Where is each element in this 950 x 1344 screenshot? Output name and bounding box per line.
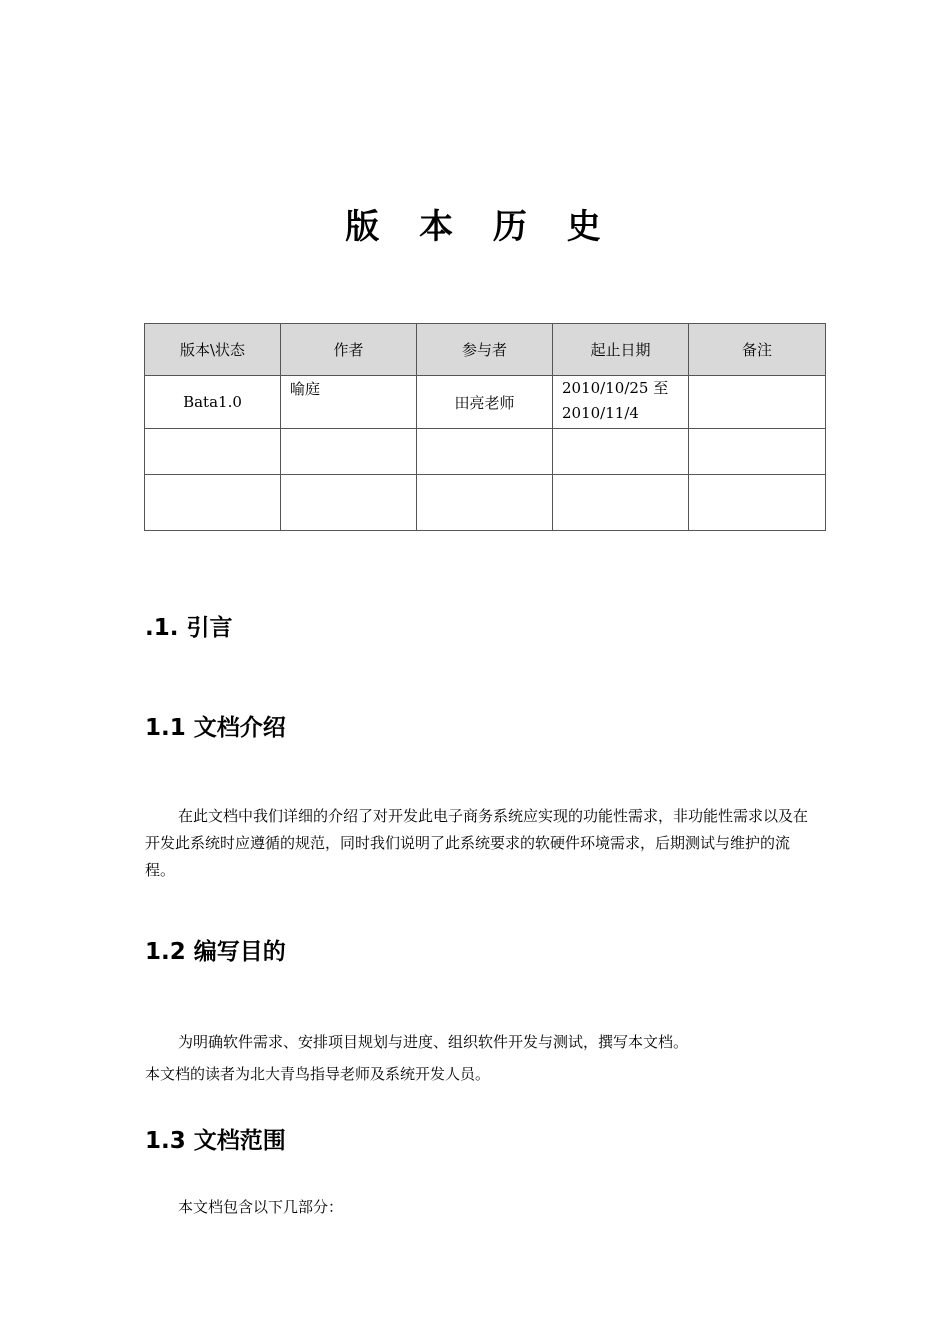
heading-writing-purpose: 1.2 编写目的 xyxy=(145,939,286,965)
version-history-table xyxy=(144,323,826,531)
date-start: 2010/10/25 至 xyxy=(562,379,669,397)
cell-date-range xyxy=(553,475,689,531)
paragraph-writing-purpose: 为明确软件需求、安排项目规划与进度、组织软件开发与测试，撰写本文档。 xyxy=(178,1033,689,1051)
date-end: 2010/11/4 xyxy=(562,404,639,422)
header-version-status: 版本\状态 xyxy=(145,324,281,376)
cell-author xyxy=(281,475,417,531)
cell-version xyxy=(145,475,281,531)
cell-participants xyxy=(417,475,553,531)
cell-date-range xyxy=(553,376,689,429)
header-remarks: 备注 xyxy=(689,324,826,376)
cell-author: 喻庭 xyxy=(281,376,417,429)
cell-date-range xyxy=(553,429,689,475)
table-row xyxy=(145,475,826,531)
header-participants: 参与者 xyxy=(417,324,553,376)
heading-document-scope: 1.3 文档范围 xyxy=(145,1128,286,1154)
cell-participants: 田亮老师 xyxy=(417,376,553,429)
cell-remarks xyxy=(689,376,826,429)
table-row xyxy=(145,376,826,429)
paragraph-document-introduction: 在此文档中我们详细的介绍了对开发此电子商务系统应实现的功能性需求，非功能性需求以及在开发此系统时应遵循的规范，同时我们说明了此系统要求的软硬件环境需求，后期测试与维护的流程。 xyxy=(145,807,809,879)
header-date-range: 起止日期 xyxy=(553,324,689,376)
page-title: 版 本 历 史 xyxy=(345,207,615,247)
header-author: 作者 xyxy=(281,324,417,376)
table-row xyxy=(145,429,826,475)
cell-author xyxy=(281,429,417,475)
cell-version: Bata1.0 xyxy=(145,376,281,429)
paragraph-audience: 本文档的读者为北大青鸟指导老师及系统开发人员。 xyxy=(145,1065,491,1083)
cell-remarks xyxy=(689,429,826,475)
cell-remarks xyxy=(689,475,826,531)
paragraph-document-scope: 本文档包含以下几部分： xyxy=(178,1198,344,1216)
heading-document-introduction: 1.1 文档介绍 xyxy=(145,715,286,741)
cell-participants xyxy=(417,429,553,475)
heading-introduction: .1. 引言 xyxy=(145,615,233,641)
cell-version xyxy=(145,429,281,475)
table-header-row xyxy=(145,324,826,376)
